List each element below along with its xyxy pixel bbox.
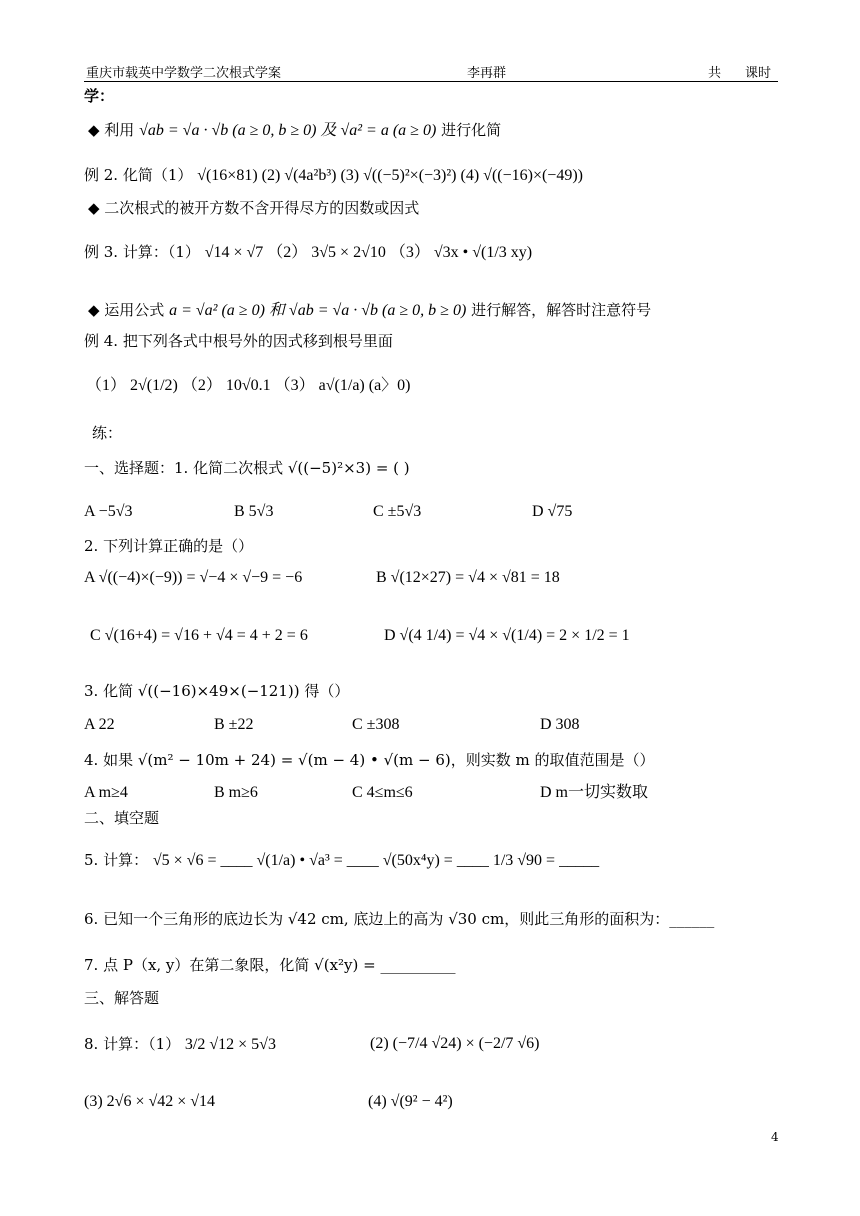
question-2-option-b: B √(12×27) = √4 × √81 = 18 — [376, 569, 560, 586]
question-5 — [84, 850, 599, 871]
section-practice-label: 练： — [92, 424, 123, 442]
example-4-title: 例 4. 把下列各式中根号外的因式移到根号里面 — [84, 332, 393, 350]
section-study-label: 学： — [84, 87, 115, 105]
example-3 — [84, 242, 532, 263]
question-4-option-d: D m一切实数取 — [540, 784, 649, 801]
question-8-part-4: (4) √(9² − 4²) — [368, 1093, 453, 1110]
question-3-option-c: C ±308 — [352, 716, 400, 733]
header-school-title: 重庆市载英中学数学二次根式学案 — [86, 66, 282, 81]
question-2-option-c: C √(16+4) = √16 + √4 = 4 + 2 = 6 — [90, 627, 308, 644]
header-author: 李再群 — [467, 66, 507, 81]
question-3: 3. 化简 √((−16)×49×(−121)) 得（） — [84, 682, 350, 700]
question-5-prefix: 5. 计算： — [84, 851, 149, 869]
question-2-option-d: D √(4 1/4) = √4 × √(1/4) = 2 × 1/2 = 1 — [384, 627, 630, 644]
example-2-prefix: 例 2. 化简（1） — [84, 166, 193, 184]
question-1-option-b: B 5√3 — [234, 503, 274, 520]
question-8-part-1: 3/2 √12 × 5√3 — [184, 1036, 276, 1053]
rule-3-prefix: ◆ 运用公式 — [88, 301, 165, 319]
question-8-part-3: (3) 2√6 × √42 × √14 — [84, 1093, 216, 1110]
rule-3-suffix: 进行解答，解答时注意符号 — [471, 301, 652, 319]
question-3-option-b: B ±22 — [214, 716, 254, 733]
example-2-items: √(16×81) (2) √(4a²b³) (3) √((−5)²×(−3)²) (4) √((−16)×(−49)) — [197, 167, 583, 184]
question-1-option-c: C ±5√3 — [373, 503, 422, 520]
example-3-items: √14 × √7 （2） 3√5 × 2√10 （3） √3x • √(1/3 xy) — [204, 244, 533, 261]
rule-1 — [88, 120, 501, 141]
question-3-option-a: A 22 — [84, 716, 115, 733]
section-solve-title: 三、解答题 — [84, 989, 160, 1007]
question-4-option-c: C 4≤m≤6 — [352, 784, 413, 801]
rule-1-prefix: ◆ 利用 — [88, 121, 135, 139]
page-number: 4 — [771, 1130, 779, 1144]
example-3-prefix: 例 3. 计算：（1） — [84, 243, 200, 261]
question-1-option-a: A −5√3 — [84, 503, 133, 520]
question-4-option-b: B m≥6 — [214, 784, 258, 801]
header-lesson-label: 课时 — [745, 66, 772, 81]
rule-1-suffix: 进行化简 — [441, 121, 502, 139]
question-8-part-2: (2) (−7/4 √24) × (−2/7 √6) — [370, 1035, 540, 1052]
rule-3 — [88, 300, 651, 321]
header-rule — [84, 81, 778, 82]
example-4-items: （1） 2√(1/2) （2） 10√0.1 （3） a√(1/a) (a〉0) — [86, 377, 411, 394]
question-7: 7. 点 P（x, y）在第二象限，化简 √(x²y) = __________ — [84, 956, 456, 974]
question-5-items: √5 × √6 = ____ √(1/a) • √a³ = ____ √(50x⁴y) = ____ 1/3 √90 = _____ — [152, 852, 600, 869]
question-4-option-a: A m≥4 — [84, 784, 128, 801]
question-2-option-a: A √((−4)×(−9)) = √−4 × √−9 = −6 — [84, 569, 303, 586]
question-1-option-d: D √75 — [532, 503, 573, 520]
question-4: 4. 如果 √(m² − 10m + 24) = √(m − 4) • √(m − 6)，则实数 m 的取值范围是（） — [84, 751, 655, 769]
question-2: 2. 下列计算正确的是（） — [84, 537, 254, 555]
rule-2: ◆ 二次根式的被开方数不含开得尽方的因数或因式 — [88, 199, 420, 217]
rule-1-formula: √ab = √a · √b (a ≥ 0, b ≥ 0) 及 √a² = a (a ≥ 0) — [139, 122, 437, 139]
question-1: 一、选择题：1. 化简二次根式 √((−5)²×3) = ( ) — [84, 459, 410, 477]
question-3-option-d: D 308 — [540, 716, 580, 733]
rule-3-formula: a = √a² (a ≥ 0) 和 √ab = √a · √b (a ≥ 0, b ≥ 0) — [169, 302, 467, 319]
section-fill-in-title: 二、填空题 — [84, 809, 160, 827]
question-8-prefix: 8. 计算：（1） — [84, 1035, 181, 1053]
question-6: 6. 已知一个三角形的底边长为 √42 cm, 底边上的高为 √30 cm，则此三角形的面积为：______ — [84, 910, 715, 928]
header-total-label: 共 — [708, 66, 722, 81]
question-8 — [84, 1034, 276, 1055]
example-2 — [84, 165, 583, 186]
